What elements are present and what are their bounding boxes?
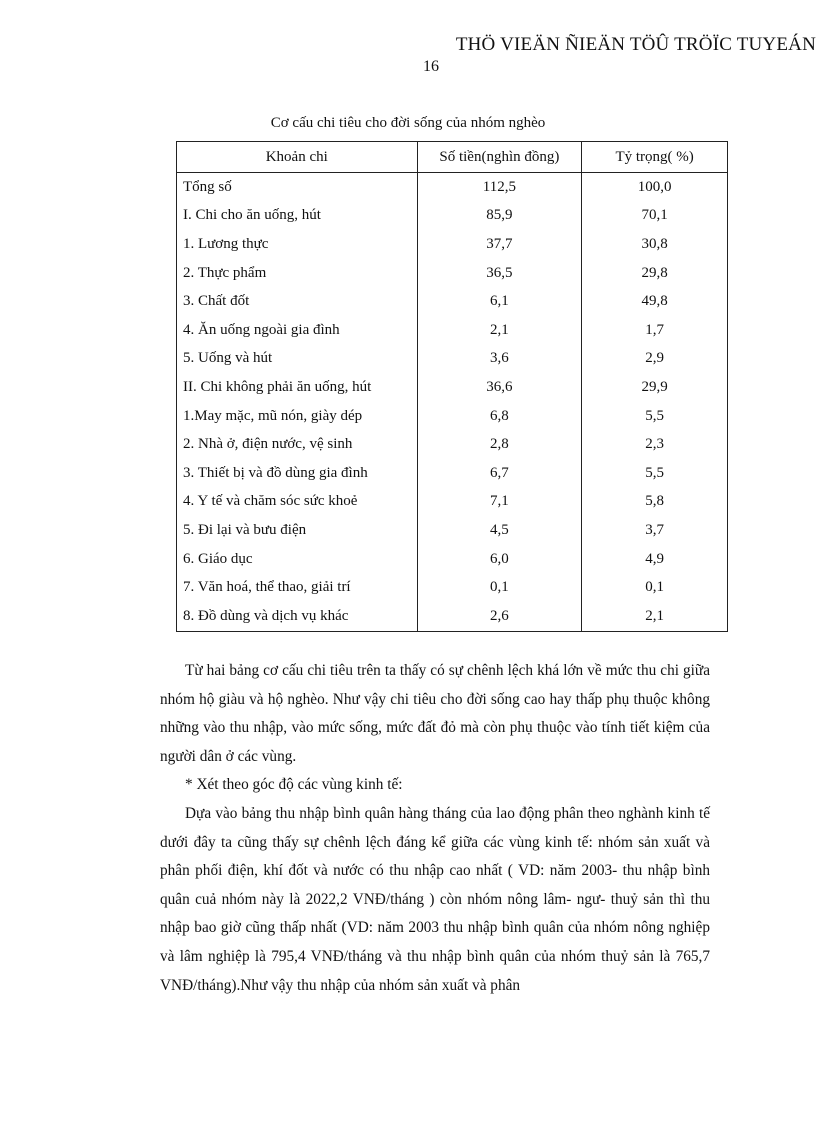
cell-amount: 3,6: [417, 345, 582, 374]
cell-share: 4,9: [582, 545, 728, 574]
cell-share: 2,3: [582, 430, 728, 459]
cell-share: 70,1: [582, 202, 728, 231]
table-row: [177, 345, 728, 374]
cell-item: 7. Văn hoá, thể thao, giải trí: [183, 579, 351, 596]
cell-share: 0,1: [582, 573, 728, 602]
paragraph: Từ hai bảng cơ cấu chi tiêu trên ta thấy có sự chênh lệch khá lớn về mức thu chi giữa nhóm hộ giàu và hộ nghèo. Như vậy chi tiêu cho đời sống cao hay thấp phụ thuộc không những vào thu nhập, vào mức sống, mức đất đỏ mà còn phụ thuộc vào tính tiết kiệm của người dân ở các vùng.: [160, 662, 710, 765]
cell-amount: 112,5: [417, 173, 582, 202]
table-caption: Cơ cấu chi tiêu cho đời sống của nhóm nghèo: [270, 115, 546, 131]
table-row: [177, 287, 728, 316]
column-header-item: Khoản chi: [177, 142, 418, 173]
cell-amount: 2,1: [417, 316, 582, 345]
table-row: [177, 402, 728, 431]
table-row: [177, 202, 728, 231]
cell-item: 3. Chất đốt: [183, 293, 250, 310]
cell-item: 8. Đồ dùng và dịch vụ khác: [183, 607, 349, 624]
cell-item: 2. Thực phẩm: [183, 264, 267, 281]
cell-item: 4. Y tế và chăm sóc sức khoẻ: [183, 493, 358, 510]
cell-amount: 37,7: [417, 230, 582, 259]
table-row: [177, 602, 728, 631]
paragraph: * Xét theo góc độ các vùng kinh tế:: [185, 776, 403, 794]
cell-share: 5,5: [582, 459, 728, 488]
column-header-amount: Số tiền(nghìn đồng): [417, 142, 582, 173]
cell-item: 2. Nhà ở, điện nước, vệ sinh: [183, 436, 353, 453]
table-row: [177, 573, 728, 602]
cell-amount: 2,8: [417, 430, 582, 459]
cell-amount: 6,8: [417, 402, 582, 431]
cell-share: 2,9: [582, 345, 728, 374]
cell-amount: 2,6: [417, 602, 582, 631]
table-row: [177, 488, 728, 517]
table-row: [177, 516, 728, 545]
column-header-share: Tỷ trọng( %): [582, 142, 728, 173]
cell-item: 5. Đi lại và bưu điện: [183, 521, 307, 538]
cell-item: 1.May mặc, mũ nón, giày dép: [183, 407, 363, 424]
cell-amount: 6,0: [417, 545, 582, 574]
cell-share: 5,8: [582, 488, 728, 517]
header-title: THÖ VIEÄN ÑIEÄN TÖÛ TRÖÏC TUYEÁN: [455, 34, 816, 55]
cell-item: 1. Lương thực: [183, 235, 269, 252]
table-row: [177, 230, 728, 259]
table-row: [177, 430, 728, 459]
cell-amount: 0,1: [417, 573, 582, 602]
cell-share: 5,5: [582, 402, 728, 431]
cell-item: 6. Giáo dục: [183, 550, 253, 567]
table-row: [177, 545, 728, 574]
table-row: [177, 373, 728, 402]
cell-share: 29,8: [582, 259, 728, 288]
cell-share: 100,0: [582, 173, 728, 202]
cell-amount: 85,9: [417, 202, 582, 231]
cell-item: II. Chi không phải ăn uống, hút: [183, 378, 372, 395]
cell-amount: 36,6: [417, 373, 582, 402]
cell-amount: 4,5: [417, 516, 582, 545]
table-header-row: [177, 142, 728, 173]
paragraph: Dựa vào bảng thu nhập bình quân hàng tháng của lao động phân theo nghành kinh tế dưới đây ta cũng thấy sự chênh lệch đáng kể giữa các vùng kinh tế: nhóm sản xuất và phân phối điện, khí đốt và nước có thu nhập cao nhất ( VD: năm 2003- thu nhập bình quân cuả nhóm này là 2022,2 VNĐ/tháng ) còn nhóm nông lâm- ngư- thuỷ sản thì thu nhập bao giờ cũng thấp nhất (VD: năm 2003 thu nhập bình quân của nhóm nông nghiệp và lâm nghiệp là 795,4 VNĐ/tháng và thu nhập bình quân của nhóm thuỷ sản là 765,7 VNĐ/tháng).Như vậy thu nhập của nhóm sản xuất và phân: [160, 804, 710, 994]
cell-item: 3. Thiết bị và đồ dùng gia đình: [183, 464, 368, 481]
page-number: 16: [423, 58, 439, 75]
cell-amount: 6,1: [417, 287, 582, 316]
cell-item: 4. Ăn uống ngoài gia đình: [183, 321, 340, 338]
cell-share: 3,7: [582, 516, 728, 545]
cell-share: 30,8: [582, 230, 728, 259]
table-row: [177, 173, 728, 202]
cell-share: 1,7: [582, 316, 728, 345]
cell-amount: 7,1: [417, 488, 582, 517]
cell-item: I. Chi cho ăn uống, hút: [183, 207, 321, 224]
table-row: [177, 259, 728, 288]
cell-item: Tổng số: [183, 178, 232, 195]
cell-share: 29,9: [582, 373, 728, 402]
table-body: [177, 173, 728, 632]
cell-share: 2,1: [582, 602, 728, 631]
cell-share: 49,8: [582, 287, 728, 316]
cell-item: 5. Uống và hút: [183, 350, 273, 367]
table-row: [177, 459, 728, 488]
table-row: [177, 316, 728, 345]
expenditure-table: [176, 141, 728, 632]
body-text: [160, 657, 710, 1000]
cell-amount: 6,7: [417, 459, 582, 488]
cell-amount: 36,5: [417, 259, 582, 288]
